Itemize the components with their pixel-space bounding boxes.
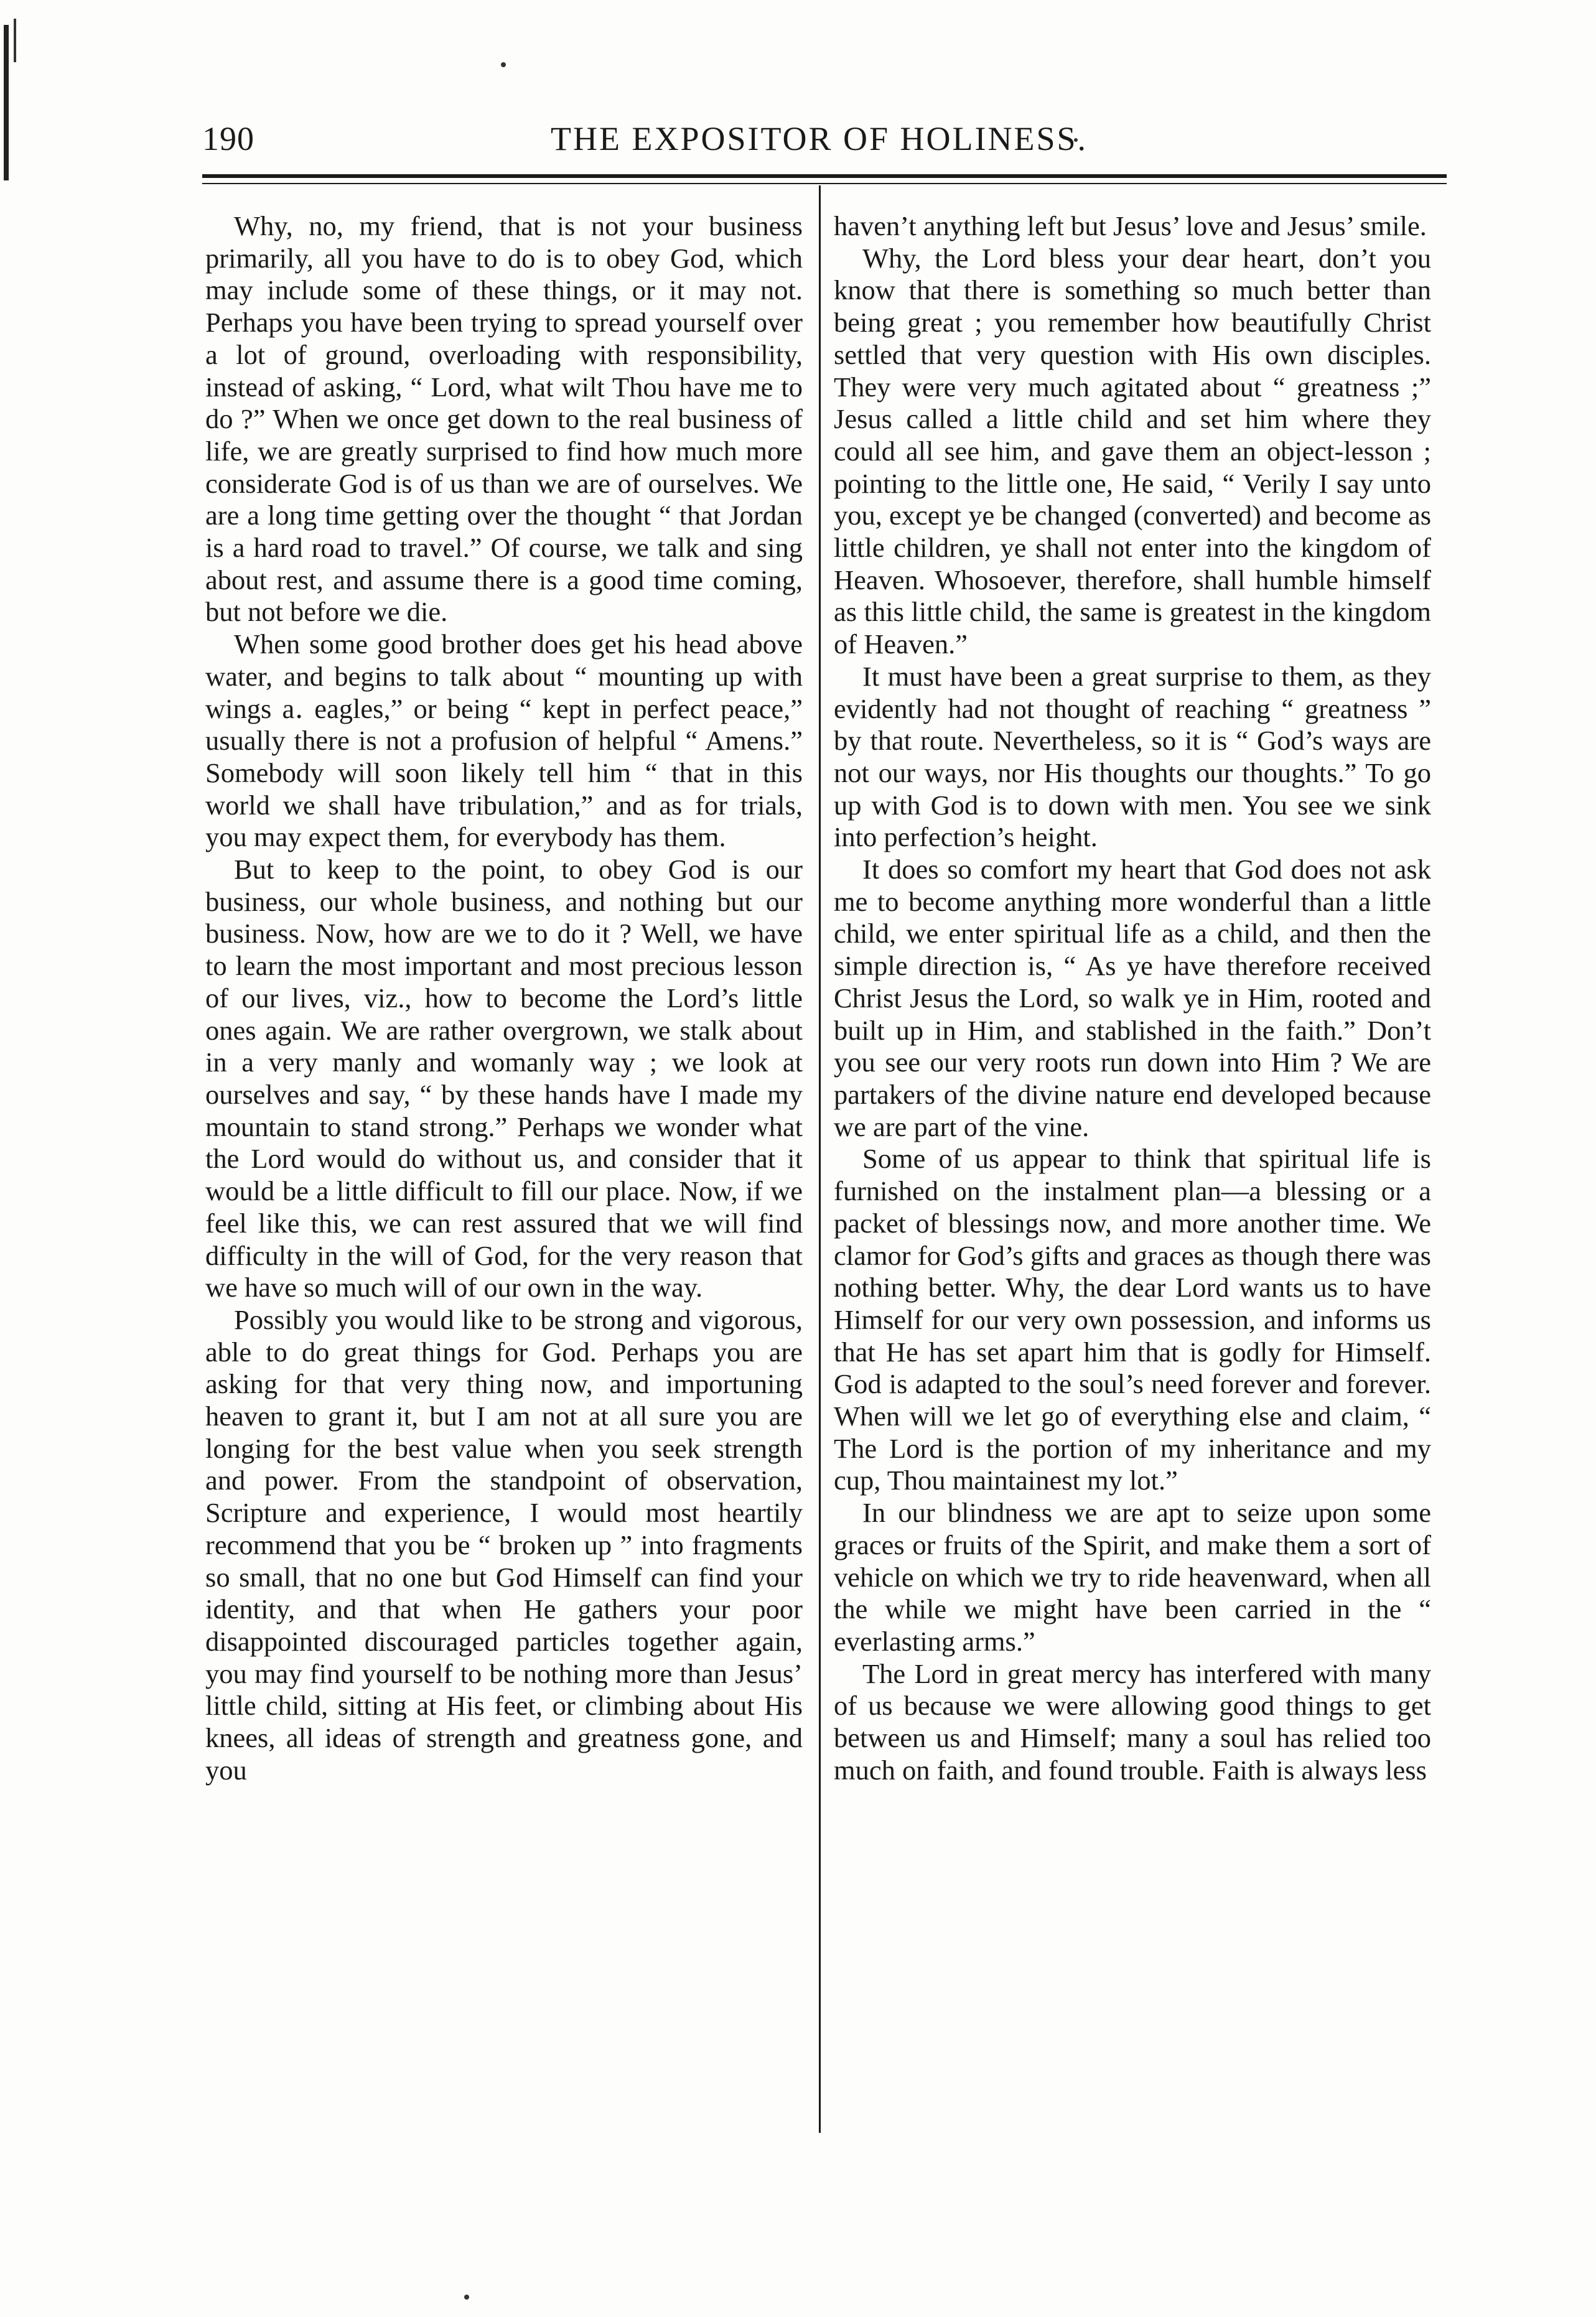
left-column [205,210,803,1786]
right-column [834,210,1431,1786]
header-rule-thin [202,183,1447,184]
paragraph: But to keep to the point, to obey God is our business, our whole business, and nothing but our business. Now, how are we to do it ? Well, we have to learn the most important and most precious lesson of our lives, viz., how to become the Lord’s little ones again. We are rather overgrown, we stalk about in a very manly and womanly way ; we look at ourselves and say, “ by these hands have I made my mountain to stand strong.” Perhaps we wonder what the Lord would do without us, and consider that it would be a little difficult to fill our place. Now, if we feel like this, we can rest assured that we will find difficulty in the will of God, for the very reason that we have so much will of our own in the way. [205,854,803,1303]
paragraph: It does so comfort my heart that God does not ask me to become anything more wonderful than a little child, we enter spiritual life as a child, and then the simple direction is, “ As ye have therefore received Christ Jesus the Lord, so walk ye in Him, rooted and built up in Him, and stablished in the faith.” Don’t you see our very roots run down into Him ? We are partakers of the divine nature end developed because we are part of the vine. [834,854,1431,1142]
paragraph-continued: haven’t anything left but Jesus’ love and Jesus’ smile. [834,210,1427,241]
paragraph: It must have been a great surprise to them, as they evidently had not thought of reaching “ greatness ” by that route. Nevertheless, so it is “ God’s ways are not our ways, nor His thoughts our thoughts.” To go up with God is to down with men. You see we sink into perfection’s height. [834,660,1431,853]
column-divider [819,185,821,2133]
scan-edge-mark [4,25,9,180]
speck [501,62,506,67]
paragraph: Possibly you would like to be strong and vigorous, able to do great things for God. Perhaps you are asking for that very thing now, and importuning heaven to grant it, but I am not at all sure you are longing for the best value when you seek strength and power. From the standpoint of observation, Scripture and experience, I would most heartily recommend that you be “ broken up ” into fragments so small, that no one but God Himself can find your identity, and that when He gathers your poor disappointed discouraged particles together again, you may find yourself to be nothing more than Jesus’ little child, sitting at His feet, or climbing about His knees, all ideas of strength and greatness gone, and you [205,1303,803,1786]
paragraph: When some good brother does get his head above water, and begins to talk about “ mounting up with wings a․ eagles,” or being “ kept in perfect peace,” usually there is not a profusion of helpful “ Amens.” Somebody will soon likely tell him “ that in this world we shall have tribulation,” and as for trials, you may expect them, for everybody has them. [205,628,803,853]
running-title: THE EXPOSITOR OF HOLINESS. [551,120,1088,157]
paragraph: Why, the Lord bless your dear heart, don’t you know that there is something so much better than being great ; you remember how beautifully Christ settled that very question with His own disciples. They were very much agitated about “ greatness ;” Jesus called a little child and set him where they could all see him, and gave them an object-lesson ; pointing to the little one, He said, “ Verily I say unto you, except ye be changed (converted) and become as little children, ye shall not enter into the kingdom of Heaven. Whosoever, therefore, shall humble himself as this little child, the same is greatest in the kingdom of Heaven.” [834,242,1432,660]
header-rule [202,174,1447,178]
page-number: 190 [202,120,254,157]
paragraph: The Lord in great mercy has interfered with many of us because we were allowing good things to get between us and Himself; many a soul has relied too much on faith, and found trouble. Faith is always less [834,1657,1431,1786]
page-header [202,119,1447,175]
paragraph: In our blindness we are apt to seize upon some graces or fruits of the Spirit, and make them a sort of vehicle on which we try to ride heavenward, when all the while we might have been carried in the “ everlasting arms.” [834,1497,1431,1657]
paragraph: Some of us appear to think that spiritual life is furnished on the instalment plan—a blessing or a packet of blessings now, and more another time. We clamor for God’s gifts and graces as though there was nothing better. Why, the dear Lord wants us to have Himself for our very own possession, and informs us that He has set apart him that is godly for Himself. God is adapted to the soul’s need forever and forever. When will we let go of everything else and claim, “ The Lord is the portion of my inheritance and my cup, Thou maintainest my lot.” [834,1143,1431,1496]
speck [464,2295,469,2300]
scan-edge-mark [14,19,16,62]
paragraph: Why, no, my friend, that is not your business primarily, all you have to do is to obey God, which may include some of these things, or it may not. Perhaps you have been trying to spread yourself over a lot of ground, overloading with responsibility, instead of asking, “ Lord, what wilt Thou have me to do ?” When we once get down to the real business of life, we are greatly surprised to find how much more considerate God is of us than we are of ourselves. We are a long time getting over the thought “ that Jordan is a hard road to travel.” Of course, we talk and sing about rest, and assume there is a good time coming, but not before we die. [205,210,803,628]
